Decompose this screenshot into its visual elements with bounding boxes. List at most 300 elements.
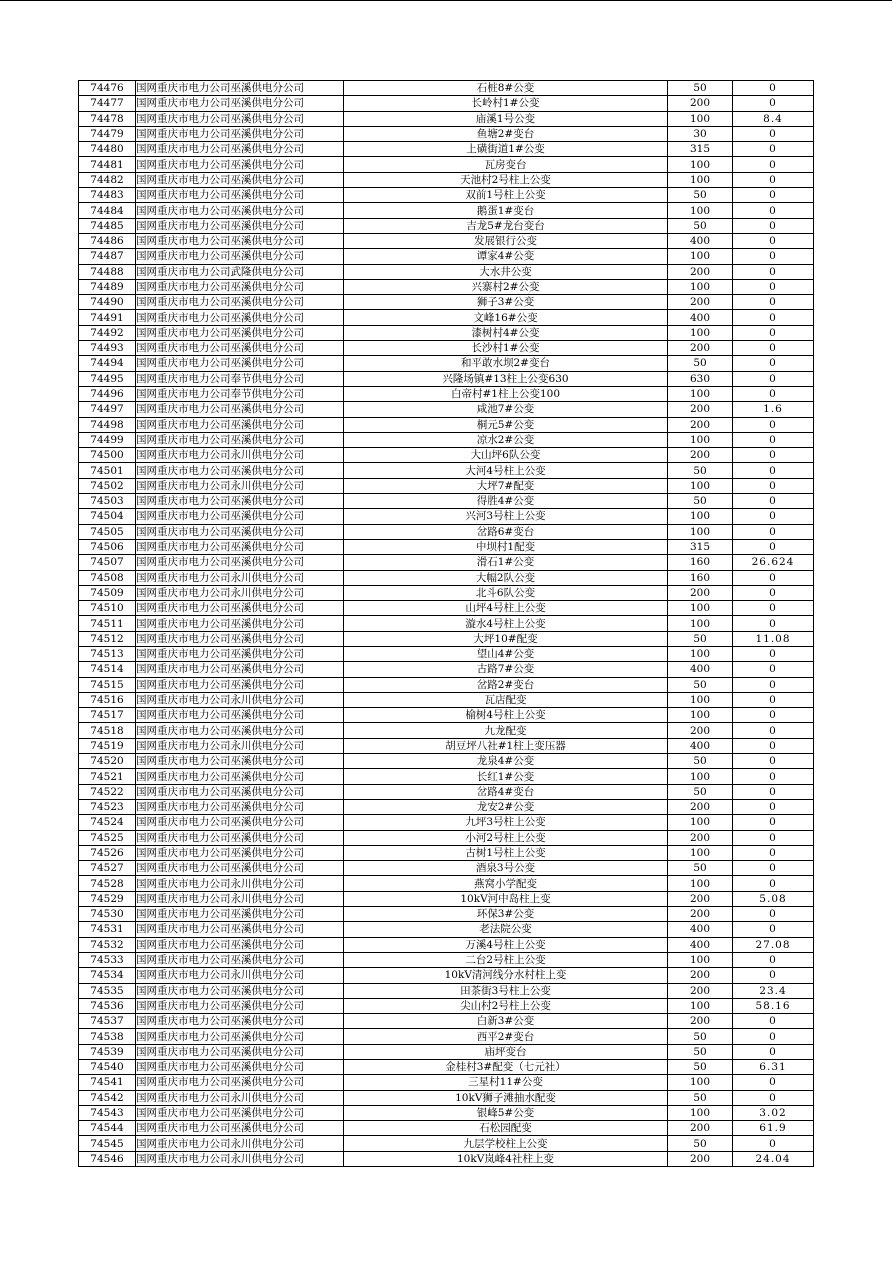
company-cell: 国网重庆市电力公司巫溪供电分公司 (136, 861, 344, 876)
table-row (79, 356, 814, 371)
value-cell: 0 (733, 96, 814, 111)
transformer-name-cell: 咸池7#公变 (344, 402, 668, 417)
capacity-cell: 200 (668, 96, 733, 111)
transformer-name-cell: 10kV清河线分水村柱上变 (344, 968, 668, 983)
table-row (79, 402, 814, 417)
table-row (79, 723, 814, 738)
row-id-cell: 74499 (79, 432, 136, 447)
company-cell: 国网重庆市电力公司永川供电分公司 (136, 1090, 344, 1105)
table-row (79, 524, 814, 539)
value-cell: 0 (733, 1136, 814, 1151)
value-cell: 24.04 (733, 1151, 814, 1166)
transformer-name-cell: 兴隆场镇#13柱上公变630 (344, 371, 668, 386)
capacity-cell: 200 (668, 341, 733, 356)
row-id-cell: 74483 (79, 188, 136, 203)
company-cell: 国网重庆市电力公司巫溪供电分公司 (136, 494, 344, 509)
row-id-cell: 74489 (79, 279, 136, 294)
transformer-name-cell: 双前1号柱上公变 (344, 188, 668, 203)
value-cell: 0 (733, 616, 814, 631)
transformer-name-cell: 和平敢水坝2#变台 (344, 356, 668, 371)
transformer-name-cell: 三星村11#公变 (344, 1075, 668, 1090)
row-id-cell: 74490 (79, 295, 136, 310)
value-cell: 0 (733, 784, 814, 799)
table-row (79, 601, 814, 616)
capacity-cell: 30 (668, 126, 733, 141)
capacity-cell: 100 (668, 249, 733, 264)
row-id-cell: 74486 (79, 233, 136, 248)
company-cell: 国网重庆市电力公司巫溪供电分公司 (136, 463, 344, 478)
value-cell: 0 (733, 1044, 814, 1059)
company-cell: 国网重庆市电力公司巫溪供电分公司 (136, 279, 344, 294)
table-row (79, 1014, 814, 1029)
value-cell: 0 (733, 601, 814, 616)
transformer-name-cell: 兴寨村2#公变 (344, 279, 668, 294)
capacity-cell: 50 (668, 631, 733, 646)
capacity-cell: 50 (668, 81, 733, 96)
value-cell: 0 (733, 907, 814, 922)
transformer-name-cell: 老法院公变 (344, 922, 668, 937)
transformer-name-cell: 谭家4#公变 (344, 249, 668, 264)
table-row (79, 585, 814, 600)
table-row (79, 922, 814, 937)
table-row (79, 891, 814, 906)
value-cell: 0 (733, 356, 814, 371)
transformer-name-cell: 望山4#公变 (344, 646, 668, 661)
row-id-cell: 74536 (79, 998, 136, 1013)
capacity-cell: 100 (668, 692, 733, 707)
capacity-cell: 315 (668, 539, 733, 554)
company-cell: 国网重庆市电力公司巫溪供电分公司 (136, 723, 344, 738)
company-cell: 国网重庆市电力公司巫溪供电分公司 (136, 1060, 344, 1075)
capacity-cell: 100 (668, 646, 733, 661)
capacity-cell: 160 (668, 555, 733, 570)
table-row (79, 1075, 814, 1090)
transformer-name-cell: 凉水2#公变 (344, 432, 668, 447)
company-cell: 国网重庆市电力公司巫溪供电分公司 (136, 524, 344, 539)
company-cell: 国网重庆市电力公司巫溪供电分公司 (136, 815, 344, 830)
table-row (79, 448, 814, 463)
capacity-cell: 200 (668, 891, 733, 906)
capacity-cell: 200 (668, 448, 733, 463)
value-cell: 0 (733, 1075, 814, 1090)
table-row (79, 1151, 814, 1166)
row-id-cell: 74538 (79, 1029, 136, 1044)
transformer-name-cell: 岔路6#变台 (344, 524, 668, 539)
capacity-cell: 50 (668, 861, 733, 876)
capacity-cell: 100 (668, 386, 733, 401)
table-row (79, 692, 814, 707)
row-id-cell: 74502 (79, 478, 136, 493)
row-id-cell: 74541 (79, 1075, 136, 1090)
value-cell: 11.08 (733, 631, 814, 646)
company-cell: 国网重庆市电力公司永川供电分公司 (136, 891, 344, 906)
company-cell: 国网重庆市电力公司巫溪供电分公司 (136, 1075, 344, 1090)
company-cell: 国网重庆市电力公司巫溪供电分公司 (136, 555, 344, 570)
row-id-cell: 74477 (79, 96, 136, 111)
transformer-name-cell: 瓦房变台 (344, 157, 668, 172)
transformer-name-cell: 龙安2#公变 (344, 799, 668, 814)
value-cell: 1.6 (733, 402, 814, 417)
row-id-cell: 74528 (79, 876, 136, 891)
capacity-cell: 400 (668, 233, 733, 248)
value-cell: 0 (733, 478, 814, 493)
row-id-cell: 74542 (79, 1090, 136, 1105)
value-cell: 0 (733, 203, 814, 218)
row-id-cell: 74480 (79, 142, 136, 157)
company-cell: 国网重庆市电力公司巫溪供电分公司 (136, 417, 344, 432)
transformer-name-cell: 10kV岚峰4社柱上变 (344, 1151, 668, 1166)
capacity-cell: 50 (668, 1060, 733, 1075)
row-id-cell: 74537 (79, 1014, 136, 1029)
capacity-cell: 50 (668, 356, 733, 371)
capacity-cell: 100 (668, 478, 733, 493)
transformer-name-cell: 九层学校柱上公变 (344, 1136, 668, 1151)
row-id-cell: 74531 (79, 922, 136, 937)
table-row (79, 279, 814, 294)
table-row (79, 218, 814, 233)
capacity-cell: 200 (668, 968, 733, 983)
company-cell: 国网重庆市电力公司巫溪供电分公司 (136, 172, 344, 187)
company-cell: 国网重庆市电力公司永川供电分公司 (136, 448, 344, 463)
table-row (79, 570, 814, 585)
row-id-cell: 74518 (79, 723, 136, 738)
capacity-cell: 400 (668, 738, 733, 753)
value-cell: 0 (733, 876, 814, 891)
transformer-name-cell: 吉龙5#龙台变台 (344, 218, 668, 233)
transformer-name-cell: 金桂村3#配变（七元社） (344, 1060, 668, 1075)
transformer-name-cell: 万溪4号柱上公变 (344, 937, 668, 952)
table-row (79, 188, 814, 203)
capacity-cell: 100 (668, 432, 733, 447)
transformer-name-cell: 大河4号柱上公变 (344, 463, 668, 478)
capacity-cell: 50 (668, 754, 733, 769)
table-row (79, 249, 814, 264)
capacity-cell: 200 (668, 1121, 733, 1136)
capacity-cell: 200 (668, 830, 733, 845)
table-row (79, 509, 814, 524)
transformer-name-cell: 胡豆坪八社#1柱上变压器 (344, 738, 668, 753)
transformer-name-cell: 文峰16#公变 (344, 310, 668, 325)
company-cell: 国网重庆市电力公司巫溪供电分公司 (136, 1105, 344, 1120)
value-cell: 0 (733, 126, 814, 141)
transformer-name-cell: 大山坪6队公变 (344, 448, 668, 463)
company-cell: 国网重庆市电力公司巫溪供电分公司 (136, 142, 344, 157)
value-cell: 0 (733, 249, 814, 264)
row-id-cell: 74498 (79, 417, 136, 432)
value-cell: 0 (733, 524, 814, 539)
transformer-name-cell: 石桩8#公变 (344, 81, 668, 96)
row-id-cell: 74524 (79, 815, 136, 830)
company-cell: 国网重庆市电力公司巫溪供电分公司 (136, 402, 344, 417)
company-cell: 国网重庆市电力公司奉节供电分公司 (136, 386, 344, 401)
value-cell: 0 (733, 157, 814, 172)
table-body (79, 81, 814, 1167)
capacity-cell: 100 (668, 279, 733, 294)
table-row (79, 1121, 814, 1136)
row-id-cell: 74479 (79, 126, 136, 141)
company-cell: 国网重庆市电力公司永川供电分公司 (136, 1151, 344, 1166)
table-row (79, 96, 814, 111)
value-cell: 0 (733, 81, 814, 96)
table-row (79, 1105, 814, 1120)
transformer-name-cell: 环保3#公变 (344, 907, 668, 922)
transformer-name-cell: 白帝村#1柱上公变100 (344, 386, 668, 401)
value-cell: 0 (733, 494, 814, 509)
capacity-cell: 100 (668, 524, 733, 539)
row-id-cell: 74482 (79, 172, 136, 187)
company-cell: 国网重庆市电力公司永川供电分公司 (136, 570, 344, 585)
value-cell: 0 (733, 448, 814, 463)
value-cell: 0 (733, 509, 814, 524)
row-id-cell: 74503 (79, 494, 136, 509)
row-id-cell: 74521 (79, 769, 136, 784)
company-cell: 国网重庆市电力公司巫溪供电分公司 (136, 983, 344, 998)
value-cell: 0 (733, 570, 814, 585)
capacity-cell: 50 (668, 1029, 733, 1044)
table-row (79, 937, 814, 952)
table-row (79, 1090, 814, 1105)
value-cell: 0 (733, 1014, 814, 1029)
company-cell: 国网重庆市电力公司武隆供电分公司 (136, 264, 344, 279)
row-id-cell: 74545 (79, 1136, 136, 1151)
transformer-name-cell: 西平2#变台 (344, 1029, 668, 1044)
company-cell: 国网重庆市电力公司巫溪供电分公司 (136, 1014, 344, 1029)
capacity-cell: 100 (668, 1105, 733, 1120)
capacity-cell: 100 (668, 325, 733, 340)
value-cell: 23.4 (733, 983, 814, 998)
transformer-name-cell: 二台2号柱上公变 (344, 952, 668, 967)
value-cell: 5.08 (733, 891, 814, 906)
transformer-name-cell: 长沙村1#公变 (344, 341, 668, 356)
company-cell: 国网重庆市电力公司巫溪供电分公司 (136, 662, 344, 677)
transformer-table (78, 80, 814, 1167)
transformer-name-cell: 山坪4号柱上公变 (344, 601, 668, 616)
value-cell: 0 (733, 815, 814, 830)
row-id-cell: 74520 (79, 754, 136, 769)
transformer-name-cell: 古树1号柱上公变 (344, 845, 668, 860)
row-id-cell: 74546 (79, 1151, 136, 1166)
company-cell: 国网重庆市电力公司巫溪供电分公司 (136, 708, 344, 723)
company-cell: 国网重庆市电力公司巫溪供电分公司 (136, 432, 344, 447)
capacity-cell: 100 (668, 876, 733, 891)
value-cell: 0 (733, 662, 814, 677)
value-cell: 3.02 (733, 1105, 814, 1120)
capacity-cell: 200 (668, 264, 733, 279)
value-cell: 0 (733, 952, 814, 967)
table-row (79, 203, 814, 218)
transformer-name-cell: 尖山村2号柱上公变 (344, 998, 668, 1013)
company-cell: 国网重庆市电力公司巫溪供电分公司 (136, 799, 344, 814)
row-id-cell: 74543 (79, 1105, 136, 1120)
value-cell: 0 (733, 738, 814, 753)
row-id-cell: 74505 (79, 524, 136, 539)
value-cell: 0 (733, 371, 814, 386)
company-cell: 国网重庆市电力公司巫溪供电分公司 (136, 1044, 344, 1059)
capacity-cell: 100 (668, 601, 733, 616)
table-row (79, 432, 814, 447)
value-cell: 0 (733, 677, 814, 692)
row-id-cell: 74519 (79, 738, 136, 753)
capacity-cell: 400 (668, 310, 733, 325)
company-cell: 国网重庆市电力公司巫溪供电分公司 (136, 126, 344, 141)
value-cell: 0 (733, 386, 814, 401)
table-row (79, 983, 814, 998)
row-id-cell: 74500 (79, 448, 136, 463)
table-row (79, 417, 814, 432)
table-row (79, 157, 814, 172)
table-row (79, 111, 814, 126)
capacity-cell: 100 (668, 998, 733, 1013)
company-cell: 国网重庆市电力公司永川供电分公司 (136, 876, 344, 891)
table-row (79, 325, 814, 340)
table-row (79, 371, 814, 386)
company-cell: 国网重庆市电力公司巫溪供电分公司 (136, 356, 344, 371)
table-row (79, 463, 814, 478)
company-cell: 国网重庆市电力公司永川供电分公司 (136, 1136, 344, 1151)
transformer-name-cell: 长红1#公变 (344, 769, 668, 784)
table-row (79, 845, 814, 860)
value-cell: 0 (733, 769, 814, 784)
table-row (79, 555, 814, 570)
capacity-cell: 50 (668, 677, 733, 692)
table-row (79, 126, 814, 141)
transformer-name-cell: 天池村2号柱上公变 (344, 172, 668, 187)
company-cell: 国网重庆市电力公司奉节供电分公司 (136, 371, 344, 386)
company-cell: 国网重庆市电力公司巫溪供电分公司 (136, 539, 344, 554)
company-cell: 国网重庆市电力公司巫溪供电分公司 (136, 616, 344, 631)
capacity-cell: 400 (668, 937, 733, 952)
company-cell: 国网重庆市电力公司永川供电分公司 (136, 585, 344, 600)
table-row (79, 799, 814, 814)
transformer-name-cell: 庙溪1号公变 (344, 111, 668, 126)
transformer-name-cell: 银峰5#公变 (344, 1105, 668, 1120)
table-row (79, 142, 814, 157)
transformer-name-cell: 中坝村1配变 (344, 539, 668, 554)
company-cell: 国网重庆市电力公司巫溪供电分公司 (136, 845, 344, 860)
table-row (79, 1060, 814, 1075)
value-cell: 0 (733, 539, 814, 554)
company-cell: 国网重庆市电力公司巫溪供电分公司 (136, 677, 344, 692)
row-id-cell: 74508 (79, 570, 136, 585)
row-id-cell: 74478 (79, 111, 136, 126)
transformer-name-cell: 庙坪变台 (344, 1044, 668, 1059)
company-cell: 国网重庆市电力公司巫溪供电分公司 (136, 295, 344, 310)
row-id-cell: 74535 (79, 983, 136, 998)
company-cell: 国网重庆市电力公司巫溪供电分公司 (136, 754, 344, 769)
table-row (79, 708, 814, 723)
row-id-cell: 74495 (79, 371, 136, 386)
row-id-cell: 74544 (79, 1121, 136, 1136)
row-id-cell: 74494 (79, 356, 136, 371)
company-cell: 国网重庆市电力公司巫溪供电分公司 (136, 249, 344, 264)
table-row (79, 784, 814, 799)
table-row (79, 310, 814, 325)
table-row (79, 738, 814, 753)
company-cell: 国网重庆市电力公司巫溪供电分公司 (136, 631, 344, 646)
value-cell: 0 (733, 325, 814, 340)
capacity-cell: 630 (668, 371, 733, 386)
table-row (79, 341, 814, 356)
value-cell: 0 (733, 1090, 814, 1105)
company-cell: 国网重庆市电力公司永川供电分公司 (136, 968, 344, 983)
row-id-cell: 74509 (79, 585, 136, 600)
value-cell: 0 (733, 233, 814, 248)
capacity-cell: 100 (668, 157, 733, 172)
table-row (79, 861, 814, 876)
value-cell: 26.624 (733, 555, 814, 570)
table-row (79, 631, 814, 646)
value-cell: 0 (733, 341, 814, 356)
row-id-cell: 74484 (79, 203, 136, 218)
value-cell: 61.9 (733, 1121, 814, 1136)
transformer-name-cell: 酒泉3号公变 (344, 861, 668, 876)
transformer-name-cell: 燕窝小学配变 (344, 876, 668, 891)
transformer-name-cell: 古路7#公变 (344, 662, 668, 677)
row-id-cell: 74504 (79, 509, 136, 524)
table-row (79, 952, 814, 967)
transformer-name-cell: 狮子3#公变 (344, 295, 668, 310)
value-cell: 0 (733, 830, 814, 845)
company-cell: 国网重庆市电力公司巫溪供电分公司 (136, 325, 344, 340)
capacity-cell: 50 (668, 188, 733, 203)
transformer-name-cell: 上磺街道1#公变 (344, 142, 668, 157)
company-cell: 国网重庆市电力公司永川供电分公司 (136, 738, 344, 753)
row-id-cell: 74522 (79, 784, 136, 799)
row-id-cell: 74510 (79, 601, 136, 616)
company-cell: 国网重庆市电力公司巫溪供电分公司 (136, 203, 344, 218)
capacity-cell: 160 (668, 570, 733, 585)
capacity-cell: 315 (668, 142, 733, 157)
value-cell: 0 (733, 310, 814, 325)
capacity-cell: 50 (668, 218, 733, 233)
table-row (79, 539, 814, 554)
row-id-cell: 74523 (79, 799, 136, 814)
value-cell: 0 (733, 845, 814, 860)
value-cell: 0 (733, 463, 814, 478)
row-id-cell: 74511 (79, 616, 136, 631)
company-cell: 国网重庆市电力公司巫溪供电分公司 (136, 188, 344, 203)
company-cell: 国网重庆市电力公司巫溪供电分公司 (136, 1121, 344, 1136)
capacity-cell: 200 (668, 402, 733, 417)
row-id-cell: 74496 (79, 386, 136, 401)
row-id-cell: 74533 (79, 952, 136, 967)
company-cell: 国网重庆市电力公司永川供电分公司 (136, 692, 344, 707)
company-cell: 国网重庆市电力公司巫溪供电分公司 (136, 233, 344, 248)
company-cell: 国网重庆市电力公司巫溪供电分公司 (136, 157, 344, 172)
value-cell: 0 (733, 279, 814, 294)
value-cell: 0 (733, 295, 814, 310)
company-cell: 国网重庆市电力公司巫溪供电分公司 (136, 96, 344, 111)
capacity-cell: 100 (668, 172, 733, 187)
capacity-cell: 100 (668, 708, 733, 723)
transformer-name-cell: 小河2号柱上公变 (344, 830, 668, 845)
row-id-cell: 74540 (79, 1060, 136, 1075)
transformer-name-cell: 田茶街3号柱上公变 (344, 983, 668, 998)
capacity-cell: 200 (668, 585, 733, 600)
company-cell: 国网重庆市电力公司巫溪供电分公司 (136, 310, 344, 325)
row-id-cell: 74517 (79, 708, 136, 723)
company-cell: 国网重庆市电力公司巫溪供电分公司 (136, 784, 344, 799)
value-cell: 0 (733, 968, 814, 983)
transformer-name-cell: 兴河3号柱上公变 (344, 509, 668, 524)
company-cell: 国网重庆市电力公司巫溪供电分公司 (136, 830, 344, 845)
capacity-cell: 50 (668, 463, 733, 478)
table-row (79, 815, 814, 830)
value-cell: 0 (733, 1029, 814, 1044)
capacity-cell: 100 (668, 1075, 733, 1090)
transformer-name-cell: 大幅2队公变 (344, 570, 668, 585)
company-cell: 国网重庆市电力公司巫溪供电分公司 (136, 341, 344, 356)
